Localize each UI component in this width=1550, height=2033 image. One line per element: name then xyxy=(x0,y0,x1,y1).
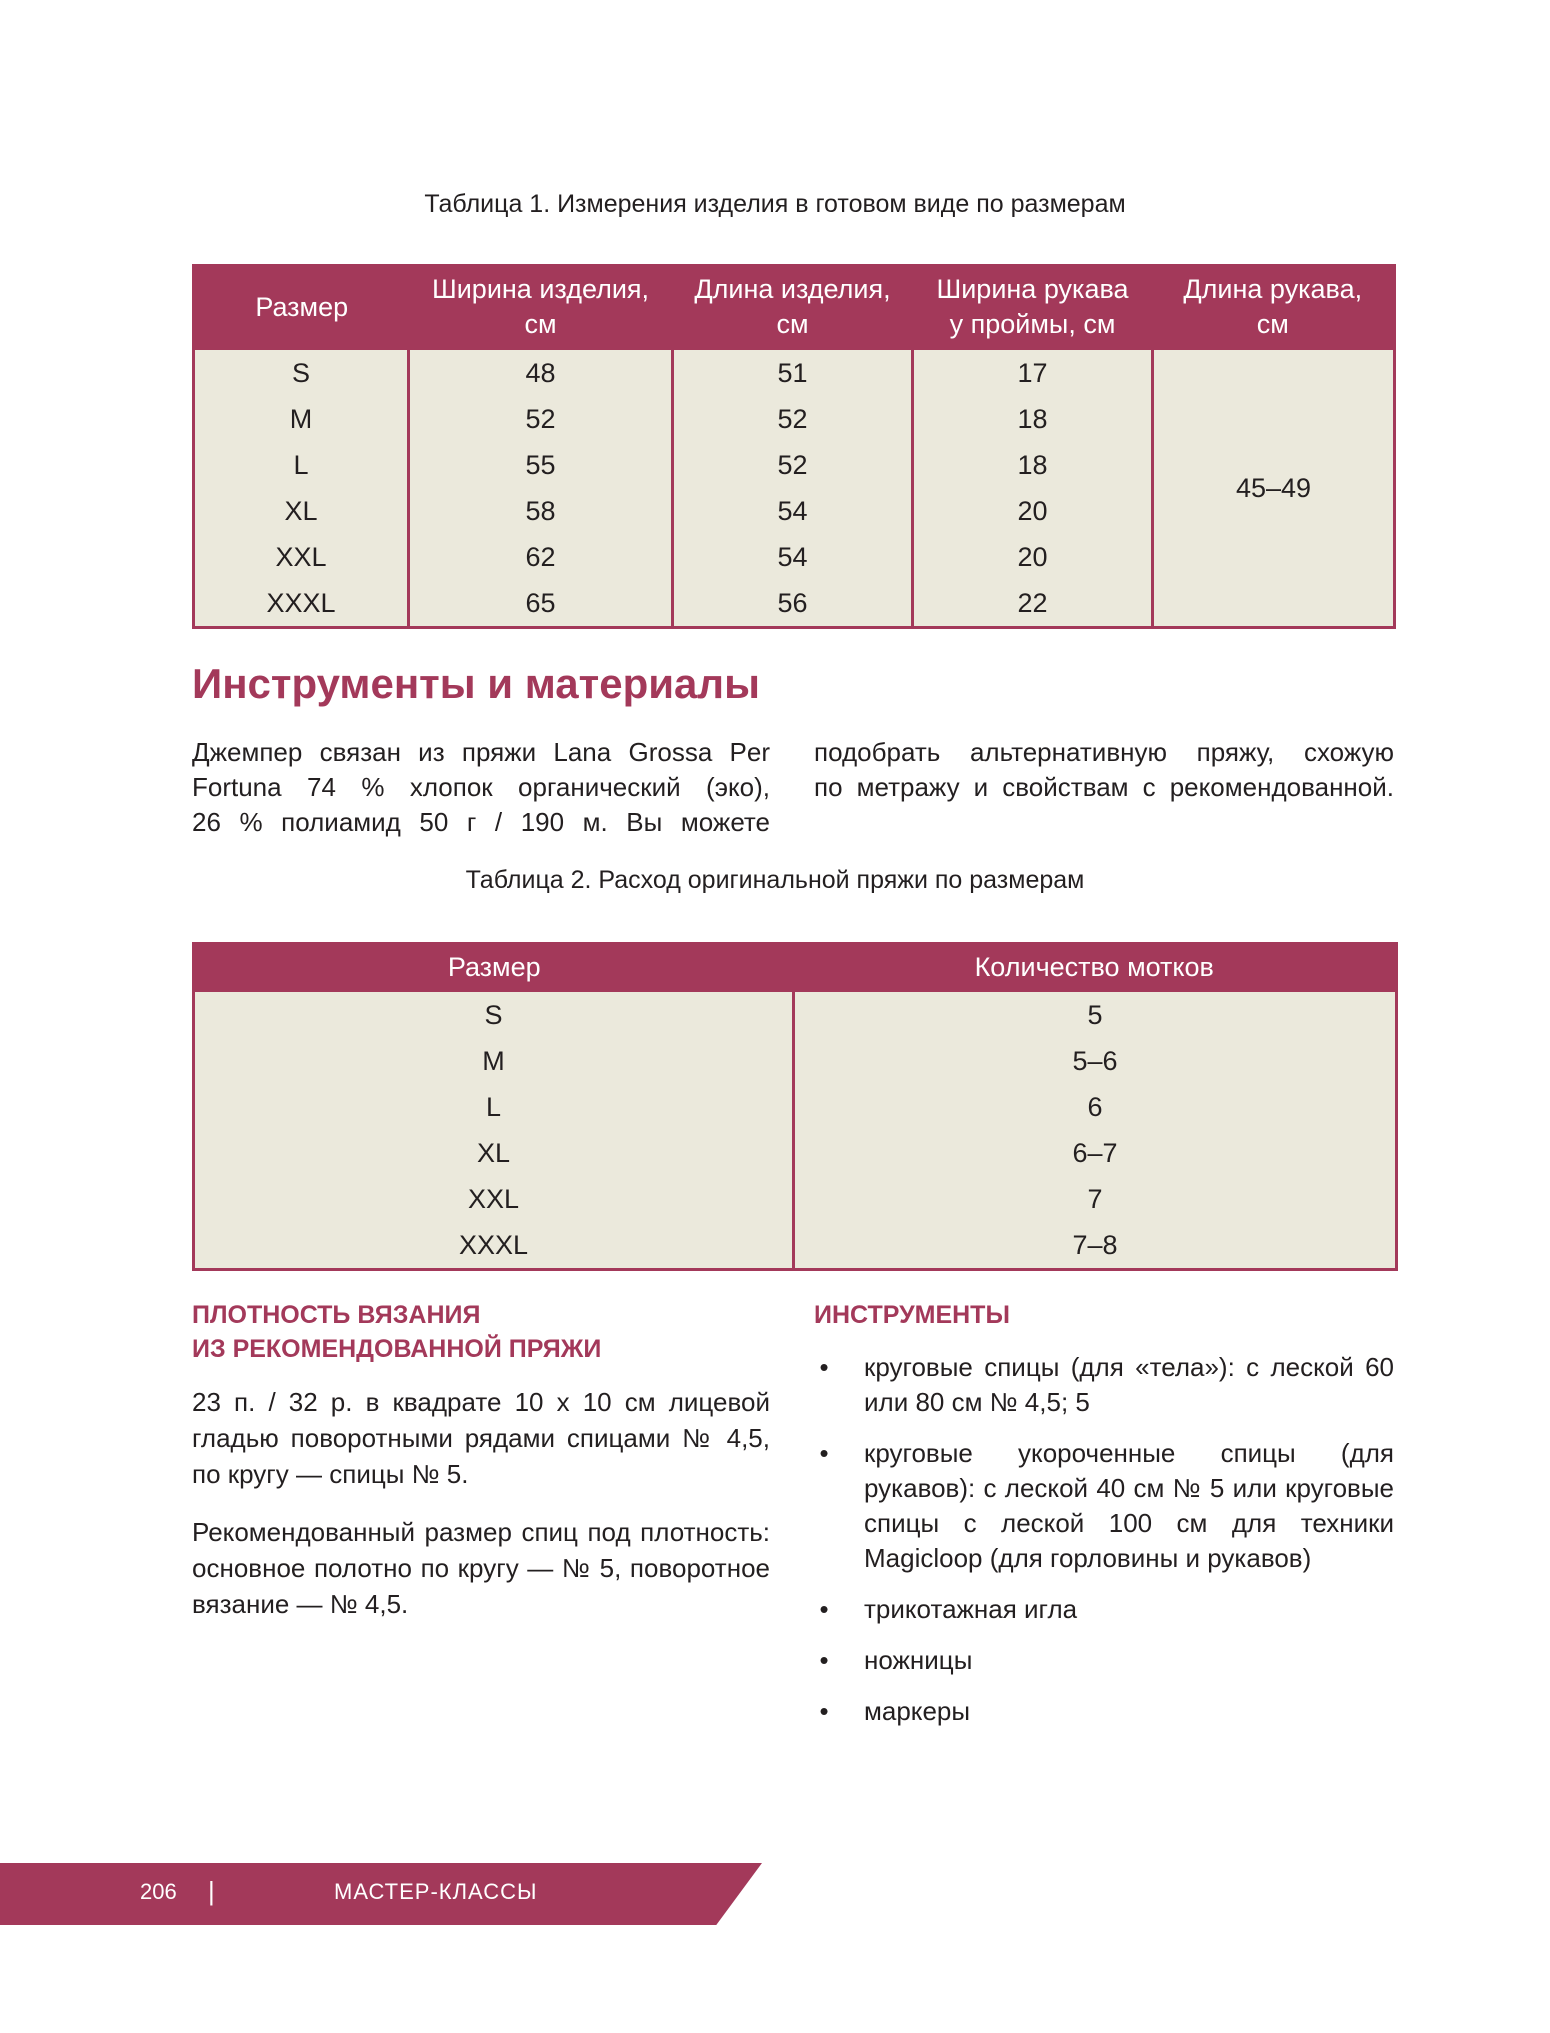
bullet-icon: • xyxy=(819,1645,829,1675)
table-cell: L xyxy=(485,1092,502,1122)
page-number: 206 xyxy=(140,1879,177,1904)
bullet-icon: • xyxy=(819,1438,829,1468)
table-cell: 18 xyxy=(913,396,1153,442)
list-item-text: круговые спицы (для «тела»): с леской 60 или 80 см № 4,5; 5 xyxy=(864,1352,1394,1417)
table-cell: 52 xyxy=(673,396,913,442)
table-cell: S xyxy=(194,349,409,397)
table-row xyxy=(194,1038,1397,1084)
table1-header-size: Размер xyxy=(194,266,409,349)
gauge-text xyxy=(192,1384,770,1622)
bullet-icon: • xyxy=(819,1352,829,1382)
table-cell: 17 xyxy=(913,349,1153,397)
table-cell: 7 xyxy=(794,1176,1397,1222)
table-cell: XL xyxy=(476,1138,511,1168)
intro-left-line-1: Джемпер связан из пряжи Lana Grossa Per xyxy=(192,737,770,767)
bullet-icon: • xyxy=(819,1696,829,1726)
tools-heading: ИНСТРУМЕНТЫ xyxy=(814,1301,1010,1329)
table2-header-size: Размер xyxy=(194,944,794,991)
table-cell: 20 xyxy=(913,534,1153,580)
table-cell: XL xyxy=(284,496,318,526)
table-cell: 58 xyxy=(409,488,673,534)
section-title: Инструменты и материалы xyxy=(192,660,760,707)
list-item-text: круговые укороченные спицы (для рукавов): с леской 40 см № 5 или круговые спицы с леской 100 см для техники Magicloop (для горловины и рукавов) xyxy=(864,1438,1394,1573)
table-cell: 5 xyxy=(794,991,1397,1039)
gauge-heading-line-1: ПЛОТНОСТЬ ВЯЗАНИЯ xyxy=(192,1301,481,1329)
gauge-heading-line-2: ИЗ РЕКОМЕНДОВАННОЙ ПРЯЖИ xyxy=(192,1335,602,1363)
table-cell: 48 xyxy=(409,349,673,397)
list-item-text: ножницы xyxy=(864,1645,973,1675)
gauge-paragraph-1: 23 п. / 32 р. в квадрате 10 х 10 см лицевой гладью поворотными рядами спицами № 4,5, по кругу — спицы № 5. xyxy=(192,1387,770,1489)
table1 xyxy=(192,264,1396,629)
table-cell: 6–7 xyxy=(794,1130,1397,1176)
table-cell: 65 xyxy=(409,580,673,628)
sleeve-length-merged-cell: 45–49 xyxy=(1153,349,1395,628)
gauge-paragraph-2: Рекомендованный размер спиц под плотность: основное полотно по кругу — № 5, поворотное вязание — № 4,5. xyxy=(192,1517,770,1619)
table-cell: XXL xyxy=(275,542,327,572)
table1-caption: Таблица 1. Измерения изделия в готовом виде по размерам xyxy=(424,190,1126,218)
table-cell: 7–8 xyxy=(794,1222,1397,1270)
list-item xyxy=(814,1643,1394,1678)
bullet-icon: • xyxy=(819,1594,829,1624)
table-cell: 52 xyxy=(673,442,913,488)
table-cell: S xyxy=(194,991,794,1039)
table1-header-length: Длина изделия, см xyxy=(673,266,913,349)
table2-header-row xyxy=(194,944,1397,991)
intro-left-line-2: Fortuna 74 % хлопок органический (эко), xyxy=(192,772,770,802)
intro-right-line-2: по метражу и свойствам с рекомендованной. xyxy=(814,772,1394,802)
table-cell: 62 xyxy=(409,534,673,580)
list-item xyxy=(814,1694,1394,1729)
table-cell: 6 xyxy=(794,1084,1397,1130)
table-cell: 54 xyxy=(673,534,913,580)
footer-section-title: МАСТЕР-КЛАССЫ xyxy=(334,1879,538,1904)
table-cell: 51 xyxy=(673,349,913,397)
table-cell: 52 xyxy=(409,396,673,442)
gauge-heading xyxy=(192,1298,601,1366)
table-row xyxy=(194,991,1397,1039)
table-cell: XXXL xyxy=(266,588,336,618)
table-row xyxy=(194,1222,1397,1270)
table-row xyxy=(194,1176,1397,1222)
table-cell: 20 xyxy=(913,488,1153,534)
table-row xyxy=(194,349,1395,397)
table1-header-sleeve-width: Ширина рукава у проймы, см xyxy=(913,266,1153,349)
table1-header-width: Ширина изделия, см xyxy=(409,266,673,349)
table-cell: 56 xyxy=(673,580,913,628)
footer-separator: | xyxy=(208,1876,215,1906)
table-cell: 55 xyxy=(409,442,673,488)
tools-list xyxy=(814,1350,1394,1745)
table-cell: 22 xyxy=(913,580,1153,628)
table-cell: M xyxy=(482,1046,505,1076)
list-item xyxy=(814,1436,1394,1576)
list-item-text: маркеры xyxy=(864,1696,971,1726)
list-item xyxy=(814,1350,1394,1420)
table2-header-skeins: Количество мотков xyxy=(794,944,1397,991)
table-cell: XXL xyxy=(467,1184,520,1214)
table1-header-row xyxy=(194,266,1395,349)
table-cell: XXXL xyxy=(458,1230,529,1260)
table-cell: M xyxy=(289,404,313,434)
table2-caption: Таблица 2. Расход оригинальной пряжи по размерам xyxy=(465,866,1085,894)
list-item-text: трикотажная игла xyxy=(864,1594,1078,1624)
table-cell: 18 xyxy=(913,442,1153,488)
table-cell: 5–6 xyxy=(794,1038,1397,1084)
table-cell: 54 xyxy=(673,488,913,534)
table-cell: L xyxy=(293,450,309,480)
table-row xyxy=(194,1084,1397,1130)
intro-left-line-3: 26 % полиамид 50 г / 190 м. Вы можете xyxy=(192,807,770,837)
table2 xyxy=(192,942,1398,1271)
table1-header-sleeve-length: Длина рукава, см xyxy=(1153,266,1395,349)
list-item xyxy=(814,1592,1394,1627)
intro-right-line-1: подобрать альтернативную пряжу, схожую xyxy=(814,737,1394,767)
table-row xyxy=(194,1130,1397,1176)
